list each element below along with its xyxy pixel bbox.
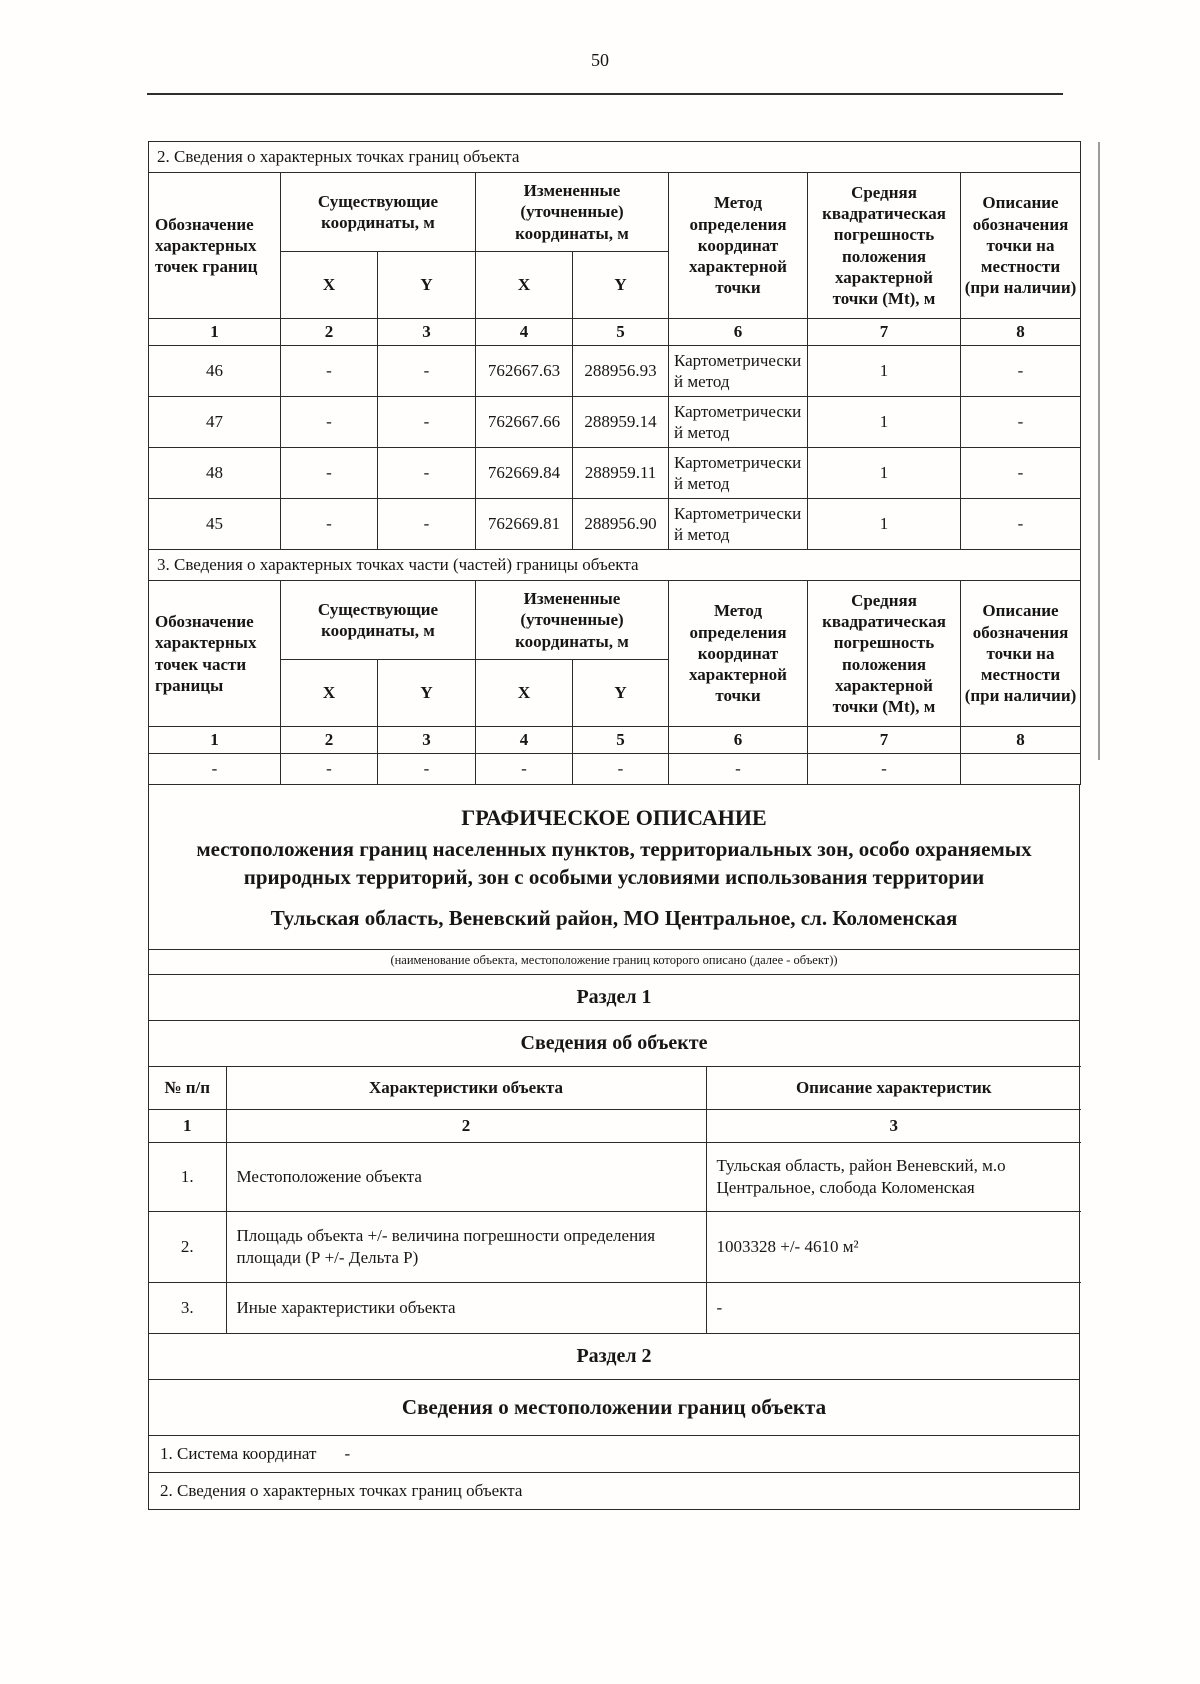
coordinate-system-row	[149, 1435, 1079, 1472]
y-header: Y	[378, 252, 476, 319]
col-num: 6	[669, 727, 808, 754]
method-header: Метод определения координат характерной точки	[669, 173, 808, 319]
col-num: 2	[281, 727, 378, 754]
changed-coords-header: Измененные (уточненные) координаты, м	[476, 173, 669, 252]
designation-header: Обозначение характерных точек границ	[149, 173, 281, 319]
changed-x: 762667.66	[476, 397, 573, 448]
method-header: Метод определения координат характерной точки	[669, 581, 808, 727]
object-name-caption: (наименование объекта, местоположение границ которого описано (далее - объект))	[149, 949, 1079, 974]
razdel-2-heading: Раздел 2	[149, 1333, 1079, 1379]
col-num: 1	[149, 1109, 226, 1142]
graphic-description-title: ГРАФИЧЕСКОЕ ОПИСАНИЕ	[461, 805, 767, 830]
coordinate-system-label: 1. Система координат	[160, 1443, 317, 1463]
x-header: X	[476, 660, 573, 727]
point-row	[149, 499, 1081, 550]
graphic-description-block	[149, 785, 1079, 949]
method-value: Картометрический метод	[669, 448, 808, 499]
designation-part-header: Обозначение характерных точек части границы	[149, 581, 281, 727]
existing-y: -	[378, 754, 476, 785]
existing-y: -	[378, 397, 476, 448]
description-header: Описание характеристик	[706, 1066, 1081, 1109]
graphic-description-subtitle: местоположения границ населенных пунктов, территориальных зон, особо охраняемых природных территорий, зон с особыми условиями использования территории	[196, 837, 1032, 890]
point-id: -	[149, 754, 281, 785]
changed-y: 288959.11	[573, 448, 669, 499]
characteristic-row	[149, 1142, 1081, 1211]
characteristic-value: 1003328 +/- 4610 м²	[706, 1211, 1081, 1282]
existing-x: -	[281, 346, 378, 397]
page-number: 50	[591, 50, 609, 70]
existing-x: -	[281, 754, 378, 785]
section-3-title-row	[149, 550, 1081, 581]
points-info-row: 2. Сведения о характерных точках границ объекта	[149, 1472, 1079, 1509]
row-number: 1.	[149, 1142, 226, 1211]
y-header: Y	[378, 660, 476, 727]
method-value: Картометрический метод	[669, 397, 808, 448]
col-num: 5	[573, 727, 669, 754]
point-id: 45	[149, 499, 281, 550]
existing-coords-header: Существующие координаты, м	[281, 173, 476, 252]
changed-y: 288956.90	[573, 499, 669, 550]
point-desc-value: -	[961, 499, 1081, 550]
changed-y: -	[573, 754, 669, 785]
row-number-header: № п/п	[149, 1066, 226, 1109]
existing-x: -	[281, 499, 378, 550]
col-num: 3	[706, 1109, 1081, 1142]
characteristics-header-row	[149, 1066, 1081, 1109]
header-rule	[147, 93, 1063, 95]
col-num: 3	[378, 319, 476, 346]
characteristic-name: Площадь объекта +/- величина погрешности определения площади (Р +/- Дельта Р)	[226, 1211, 706, 1282]
scan-artifact-line	[1098, 142, 1100, 760]
col-num: 5	[573, 319, 669, 346]
col-num: 7	[808, 727, 961, 754]
col-num: 2	[226, 1109, 706, 1142]
row-number: 2.	[149, 1211, 226, 1282]
characteristic-row	[149, 1282, 1081, 1333]
characteristic-value: Тульская область, район Веневский, м.о Центральное, слобода Коломенская	[706, 1142, 1081, 1211]
y-header: Y	[573, 660, 669, 727]
row-number: 3.	[149, 1282, 226, 1333]
section-3-title: 3. Сведения о характерных точках части (частей) границы объекта	[149, 550, 1081, 581]
point-id: 46	[149, 346, 281, 397]
mt-value: -	[808, 754, 961, 785]
object-info-heading: Сведения об объекте	[149, 1020, 1079, 1066]
col-num: 4	[476, 727, 573, 754]
characteristic-value: -	[706, 1282, 1081, 1333]
col-num: 2	[281, 319, 378, 346]
x-header: X	[476, 252, 573, 319]
col-num: 3	[378, 727, 476, 754]
col-num: 1	[149, 727, 281, 754]
changed-x: 762667.63	[476, 346, 573, 397]
point-desc-value: -	[961, 397, 1081, 448]
section-2-title: 2. Сведения о характерных точках границ объекта	[149, 142, 1081, 173]
changed-x: 762669.84	[476, 448, 573, 499]
changed-coords-header: Измененные (уточненные) координаты, м	[476, 581, 669, 660]
section-3-column-numbers	[149, 727, 1081, 754]
mt-value: 1	[808, 346, 961, 397]
mt-value: 1	[808, 499, 961, 550]
method-value: Картометрический метод	[669, 346, 808, 397]
characteristic-name: Иные характеристики объекта	[226, 1282, 706, 1333]
point-id: 47	[149, 397, 281, 448]
characteristic-row	[149, 1211, 1081, 1282]
section-2-header-row	[149, 173, 1081, 252]
point-desc-value: -	[961, 346, 1081, 397]
col-num: 4	[476, 319, 573, 346]
col-num: 7	[808, 319, 961, 346]
empty-point-row	[149, 754, 1081, 785]
col-num: 8	[961, 727, 1081, 754]
section-3-header-row	[149, 581, 1081, 660]
x-header: X	[281, 660, 378, 727]
point-row	[149, 448, 1081, 499]
changed-y: 288959.14	[573, 397, 669, 448]
point-id: 48	[149, 448, 281, 499]
razdel-1-heading: Раздел 1	[149, 974, 1079, 1020]
mt-value: 1	[808, 397, 961, 448]
point-desc-value: -	[961, 448, 1081, 499]
section-2-title-row	[149, 142, 1081, 173]
characteristic-name: Местоположение объекта	[226, 1142, 706, 1211]
characteristics-header: Характеристики объекта	[226, 1066, 706, 1109]
mt-header: Средняя квадратическая погрешность положения характерной точки (Mt), м	[808, 581, 961, 727]
method-value: -	[669, 754, 808, 785]
object-name: Тульская область, Веневский район, МО Центральное, сл. Коломенская	[270, 905, 958, 930]
changed-x: -	[476, 754, 573, 785]
y-header: Y	[573, 252, 669, 319]
object-characteristics-table	[149, 1066, 1081, 1333]
point-desc-header: Описание обозначения точки на местности (при наличии)	[961, 173, 1081, 319]
mt-header: Средняя квадратическая погрешность положения характерной точки (Mt), м	[808, 173, 961, 319]
col-num: 8	[961, 319, 1081, 346]
boundary-location-heading: Сведения о местоположении границ объекта	[149, 1379, 1079, 1435]
col-num: 6	[669, 319, 808, 346]
point-desc-header: Описание обозначения точки на местности (при наличии)	[961, 581, 1081, 727]
lower-document-frame	[148, 785, 1080, 1510]
section-2-column-numbers	[149, 319, 1081, 346]
characteristics-column-numbers	[149, 1109, 1081, 1142]
existing-x: -	[281, 397, 378, 448]
page-content	[148, 141, 1080, 1510]
point-row	[149, 346, 1081, 397]
existing-y: -	[378, 448, 476, 499]
changed-y: 288956.93	[573, 346, 669, 397]
existing-coords-header: Существующие координаты, м	[281, 581, 476, 660]
col-num: 1	[149, 319, 281, 346]
coordinate-points-table	[148, 141, 1081, 785]
coordinate-system-value: -	[344, 1443, 351, 1463]
existing-x: -	[281, 448, 378, 499]
existing-y: -	[378, 499, 476, 550]
method-value: Картометрический метод	[669, 499, 808, 550]
changed-x: 762669.81	[476, 499, 573, 550]
mt-value: 1	[808, 448, 961, 499]
existing-y: -	[378, 346, 476, 397]
x-header: X	[281, 252, 378, 319]
point-desc-value	[961, 754, 1081, 785]
point-row	[149, 397, 1081, 448]
